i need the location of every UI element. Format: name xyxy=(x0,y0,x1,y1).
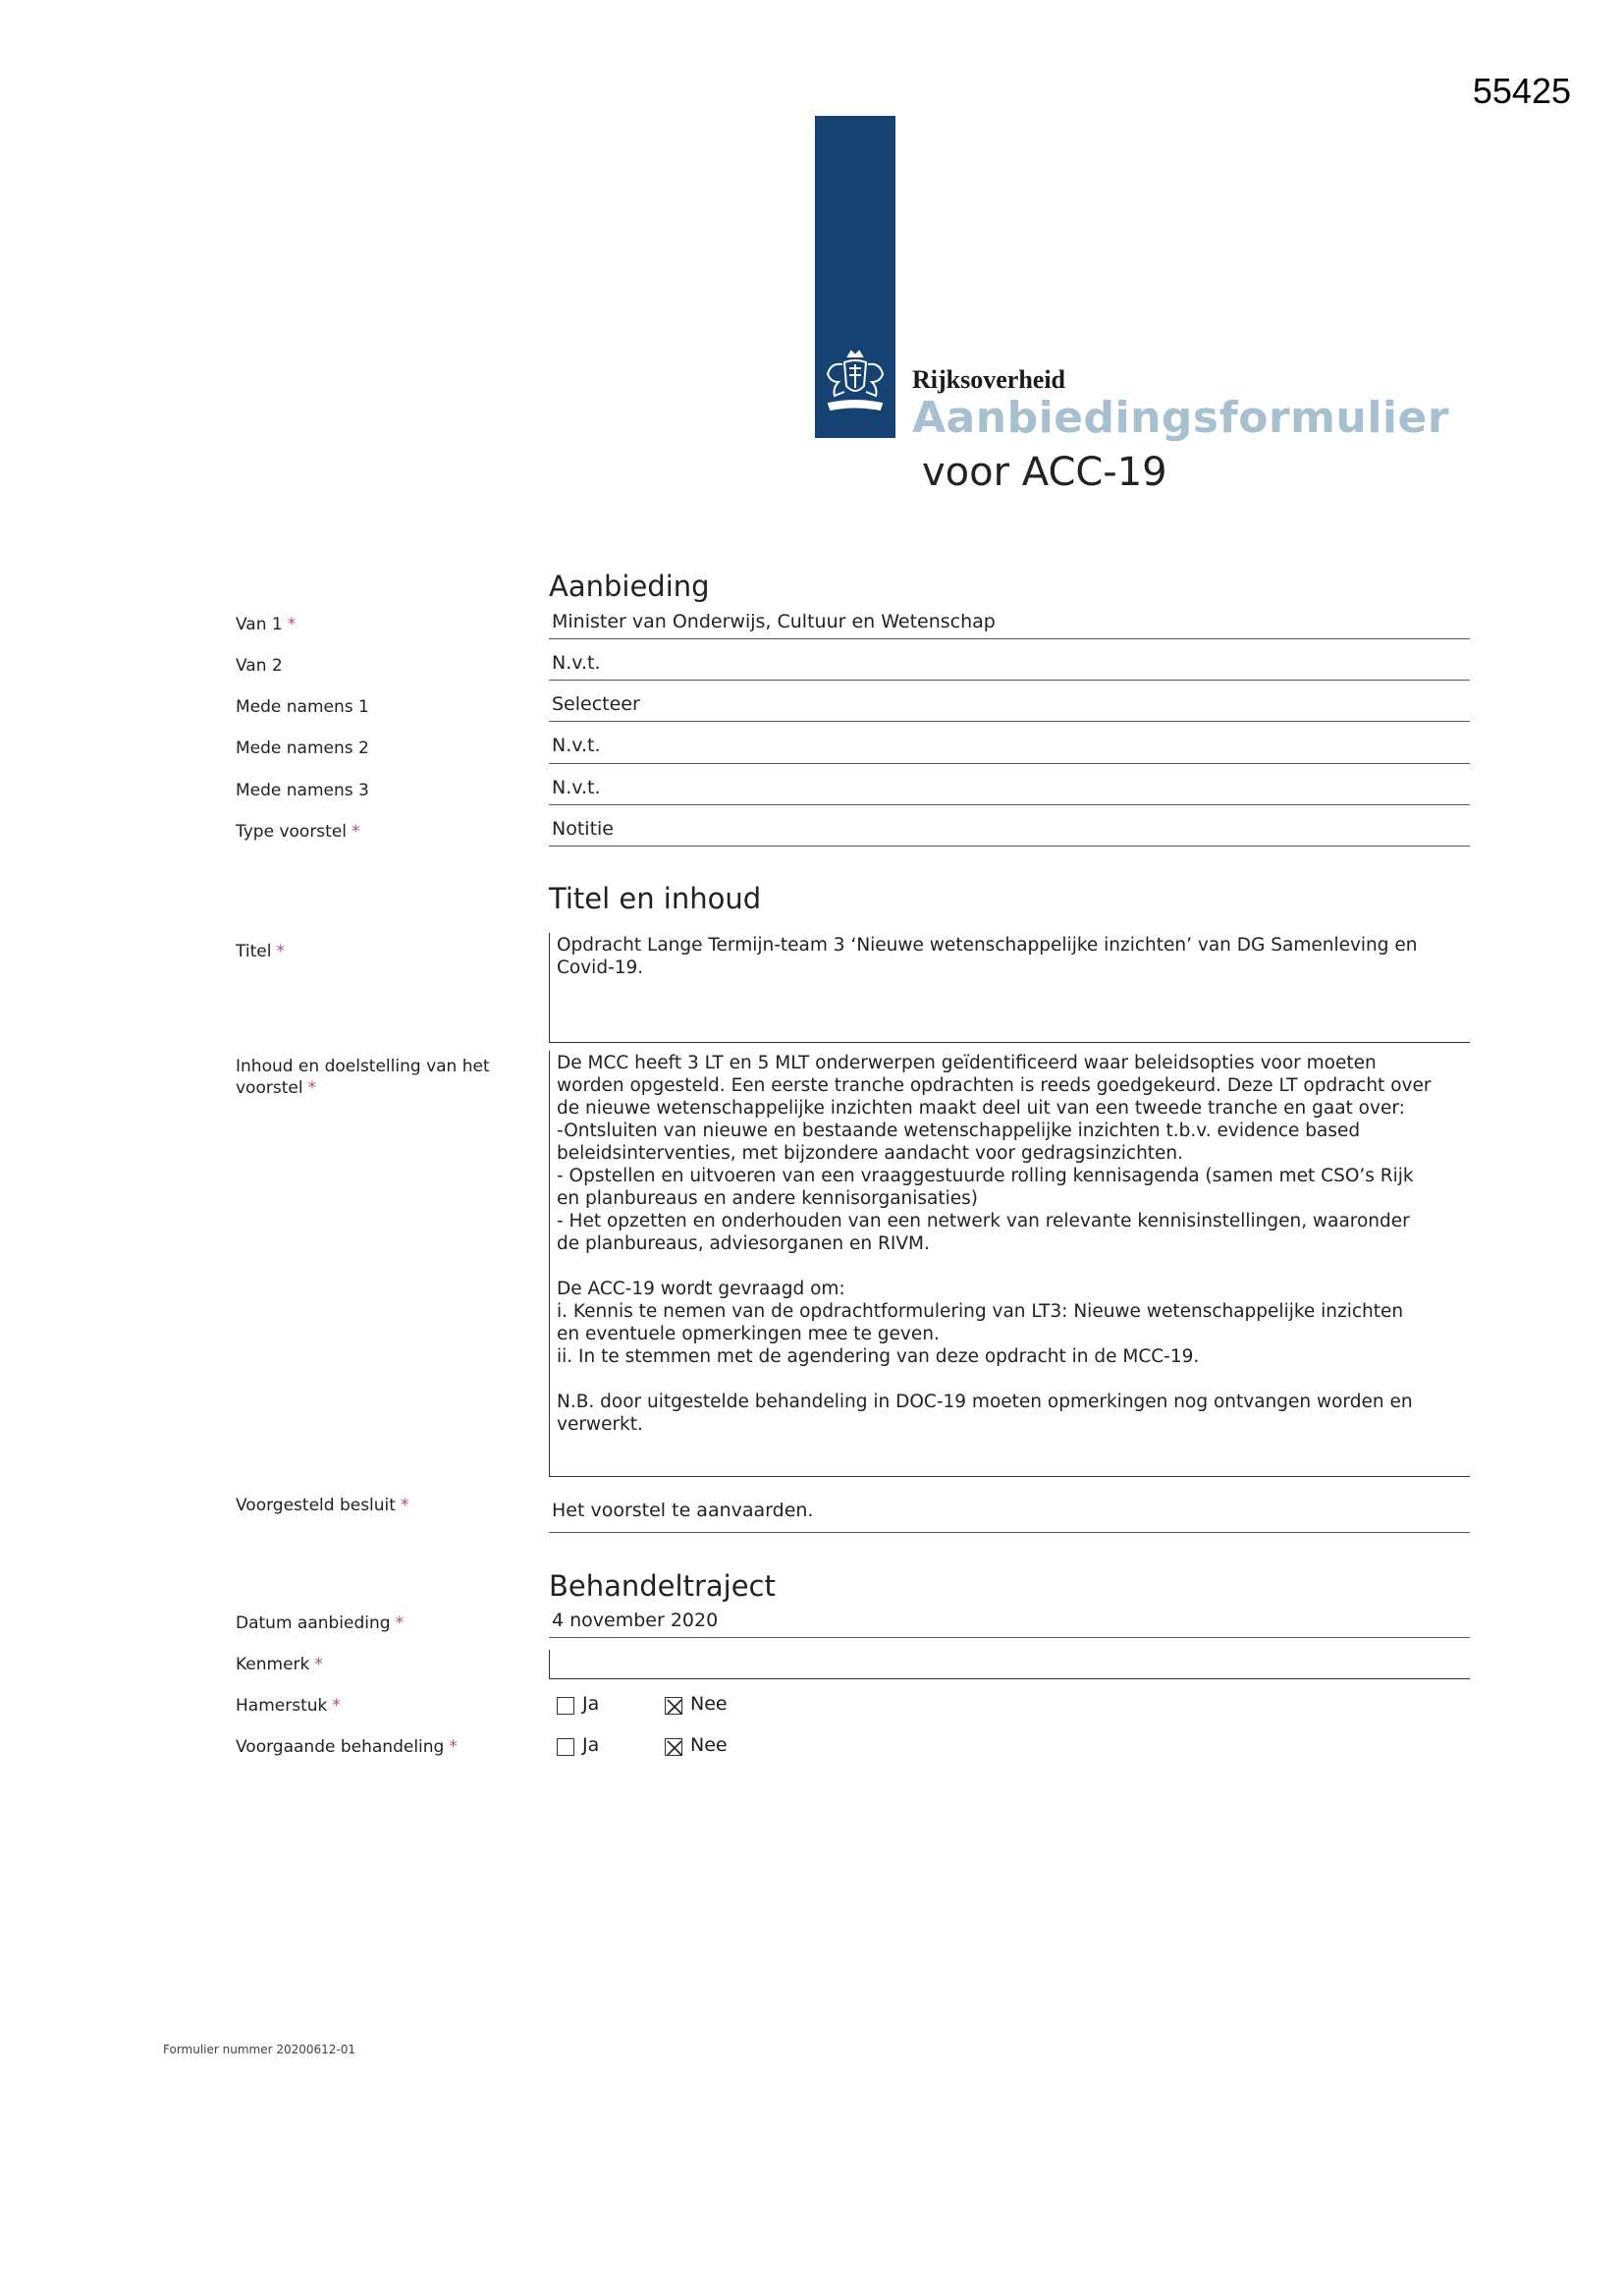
label-kenmerk: Kenmerk * xyxy=(236,1655,323,1674)
document-number: 55425 xyxy=(1472,71,1571,111)
hamerstuk-nee-label: Nee xyxy=(690,1693,728,1715)
brand-name: Rijksoverheid xyxy=(912,365,1065,394)
voorgaande-nee-checkbox[interactable] xyxy=(665,1738,682,1756)
datum-aanbieding-value[interactable]: 4 november 2020 xyxy=(552,1610,719,1631)
van2-underline xyxy=(549,680,1470,681)
mede-namens-2-underline xyxy=(549,763,1470,764)
label-hamerstuk: Hamerstuk * xyxy=(236,1696,341,1716)
kenmerk-input[interactable] xyxy=(549,1650,1470,1679)
label-voorgesteld-besluit: Voorgesteld besluit * xyxy=(236,1496,409,1515)
required-marker: * xyxy=(395,1613,405,1633)
section-heading-titel-inhoud: Titel en inhoud xyxy=(549,882,762,915)
label-type-voorstel: Type voorstel * xyxy=(236,822,360,842)
van2-value[interactable]: N.v.t. xyxy=(552,652,601,674)
label-mede-namens-3: Mede namens 3 xyxy=(236,781,369,800)
label-van2: Van 2 xyxy=(236,656,283,676)
required-marker: * xyxy=(400,1496,409,1515)
type-voorstel-value[interactable]: Notitie xyxy=(552,818,614,840)
hamerstuk-ja-label: Ja xyxy=(582,1693,600,1715)
voorgesteld-besluit-value[interactable]: Het voorstel te aanvaarden. xyxy=(552,1500,814,1521)
required-marker: * xyxy=(314,1655,323,1674)
hamerstuk-ja-checkbox[interactable] xyxy=(557,1697,574,1715)
required-marker: * xyxy=(332,1696,341,1716)
required-marker: * xyxy=(307,1078,317,1098)
required-marker: * xyxy=(276,942,285,961)
form-title: Aanbiedingsformulier xyxy=(912,393,1450,443)
required-marker: * xyxy=(287,615,297,634)
voorgaande-ja-checkbox[interactable] xyxy=(557,1738,574,1756)
inhoud-textarea[interactable]: De MCC heeft 3 LT en 5 MLT onderwerpen geïdentificeerd waar beleidsopties voor moeten worden opgesteld. Een eerste tranche opdrachten is reeds goedgekeurd. Deze LT opdracht over de nieuwe wetenschappelijke inzichten maakt deel uit van een tweede tranche en gaat over: -Ontsluiten van nieuwe en bestaande wetenschappelijke inzichten t.b.v. evidence based beleidsinterventies, met bijzondere aandacht voor gedragsinzichten. - Opstellen en uitvoeren van een vraaggestuurde rolling kennisagenda (samen met CSO’s Rijk en planbureaus en andere kennisorganisaties) - Het opzetten en onderhouden van een netwerk van relevante kennisinstellingen, waaronder de planbureaus, adviesorganen en RIVM. De ACC-19 wordt gevraagd om: i. Kennis te nemen van de opdrachtformulering van LT3: Nieuwe wetenschappelijke inzichten en eventuele opmerkingen mee te geven. ii. In te stemmen met de agendering van deze opdracht in de MCC-19. N.B. door uitgestelde behandeling in DOC-19 moeten opmerkingen nog ontvangen worden en verwerkt. xyxy=(557,1053,1432,1435)
required-marker: * xyxy=(449,1737,458,1757)
mede-namens-3-underline xyxy=(549,804,1470,805)
voorgaande-ja-label: Ja xyxy=(582,1734,600,1756)
label-van1: Van 1 * xyxy=(236,615,297,634)
section-heading-behandeltraject: Behandeltraject xyxy=(549,1569,776,1603)
form-subtitle: voor ACC-19 xyxy=(922,450,1167,495)
mede-namens-1-underline xyxy=(549,721,1470,722)
checkmark-x-icon xyxy=(666,1698,683,1716)
checkmark-x-icon xyxy=(666,1739,683,1757)
label-mede-namens-1: Mede namens 1 xyxy=(236,697,369,717)
label-datum-aanbieding: Datum aanbieding * xyxy=(236,1613,405,1633)
crest-icon xyxy=(819,349,892,417)
voorgesteld-besluit-underline xyxy=(549,1532,1470,1533)
voorgaande-nee-label: Nee xyxy=(690,1734,728,1756)
label-voorgaande-behandeling: Voorgaande behandeling * xyxy=(236,1737,458,1757)
label-inhoud: Inhoud en doelstelling van het voorstel * xyxy=(236,1057,490,1098)
van1-value[interactable]: Minister van Onderwijs, Cultuur en Wetenschap xyxy=(552,611,996,632)
label-titel: Titel * xyxy=(236,942,285,961)
datum-aanbieding-underline xyxy=(549,1637,1470,1638)
mede-namens-1-select[interactable]: Selecteer xyxy=(552,693,640,715)
type-voorstel-underline xyxy=(549,846,1470,847)
van1-underline xyxy=(549,638,1470,639)
form-number-footer: Formulier nummer 20200612-01 xyxy=(163,2043,356,2056)
mede-namens-3-value[interactable]: N.v.t. xyxy=(552,777,601,798)
section-heading-aanbieding: Aanbieding xyxy=(549,570,710,603)
hamerstuk-nee-checkbox[interactable] xyxy=(665,1697,682,1715)
titel-textarea[interactable]: Opdracht Lange Termijn-team 3 ‘Nieuwe wetenschappelijke inzichten’ van DG Samenleving en Covid-19. xyxy=(557,935,1418,978)
label-mede-namens-2: Mede namens 2 xyxy=(236,738,369,758)
required-marker: * xyxy=(352,822,360,842)
mede-namens-2-value[interactable]: N.v.t. xyxy=(552,735,601,756)
